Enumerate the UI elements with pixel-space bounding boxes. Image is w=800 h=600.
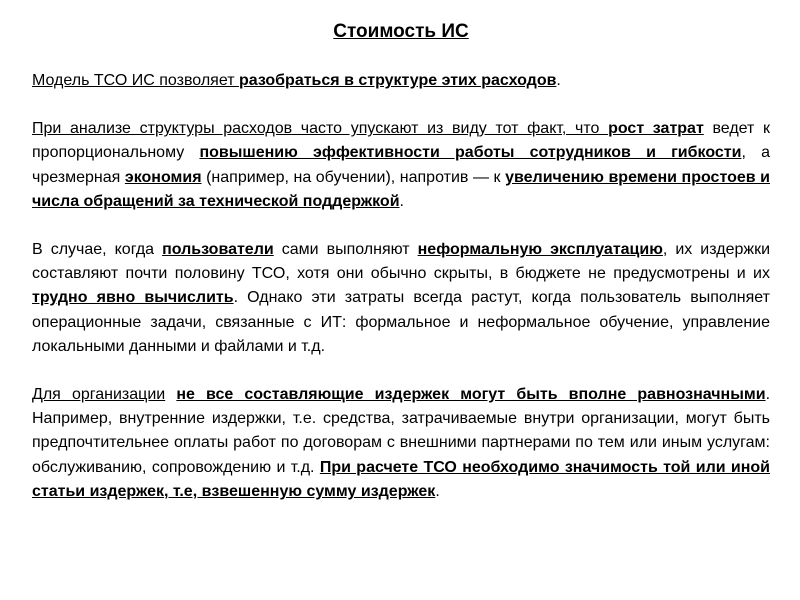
emphasis-span: увеличению времени простоев и числа обращений за технической поддержкой: [32, 168, 770, 210]
emphasis-span: трудно явно вычислить: [32, 289, 234, 307]
text-span: .: [435, 482, 440, 500]
text-span: . Например, внутренние издержки, т.е. средства, затрачиваемые внутри организации, могут быть предпочтительнее оплаты работ по договорам с внешними партнерами по тем или иным услугам: обслуживанию, сопровождению и т.д.: [32, 386, 771, 476]
text-span: В случае, когда: [32, 241, 163, 259]
text-span: , а чрезмерная: [32, 144, 770, 186]
text-span: ведет к пропорциональному: [32, 120, 771, 162]
text-span: сами выполняют: [273, 241, 418, 259]
paragraph-users: [32, 238, 770, 359]
emphasis-span: При расчете ТСО необходимо значимость той или иной статьи издержек, т.е, взвешенную сумму издержек: [32, 458, 771, 500]
text-span: . Однако эти затраты всегда растут, когда пользователь выполняет операционные задачи, связанные с ИТ: формальное и неформальное обучение, управление локальными данными и файлами и т.д.: [32, 289, 770, 355]
paragraph-model: [32, 69, 770, 93]
page-title: Стоимость ИС: [333, 21, 469, 42]
paragraph-organization: [32, 383, 770, 504]
text-span: [165, 386, 176, 403]
emphasis-span: не все составляющие издержек могут быть вполне равнозначными: [176, 386, 766, 404]
emphasis-span: повышению эффективности работы сотрудников и гибкости: [199, 144, 742, 162]
emphasis-span: рост затрат: [608, 120, 704, 138]
text-span: (например, на обучении), напротив — к: [201, 168, 506, 186]
emphasis-span: пользователи: [162, 241, 274, 259]
paragraph-analysis: [32, 117, 770, 214]
emphasis-span: экономия: [124, 168, 202, 186]
text-span: .: [399, 192, 404, 210]
text-span: Модель ТСО ИС позволяет: [32, 72, 239, 89]
underlined-span: Для организации: [32, 386, 166, 404]
text-span: .: [556, 72, 561, 89]
text-span: , их издержки составляют почти половину ТСО, хотя они обычно скрыты, в бюджете не предусмотрены и их: [32, 241, 771, 283]
emphasis-span: разобраться в структуре этих расходов: [238, 72, 557, 89]
text-span: При анализе структуры расходов часто упускают из виду тот факт, что: [32, 120, 609, 138]
emphasis-span: неформальную эксплуатацию: [417, 241, 663, 259]
